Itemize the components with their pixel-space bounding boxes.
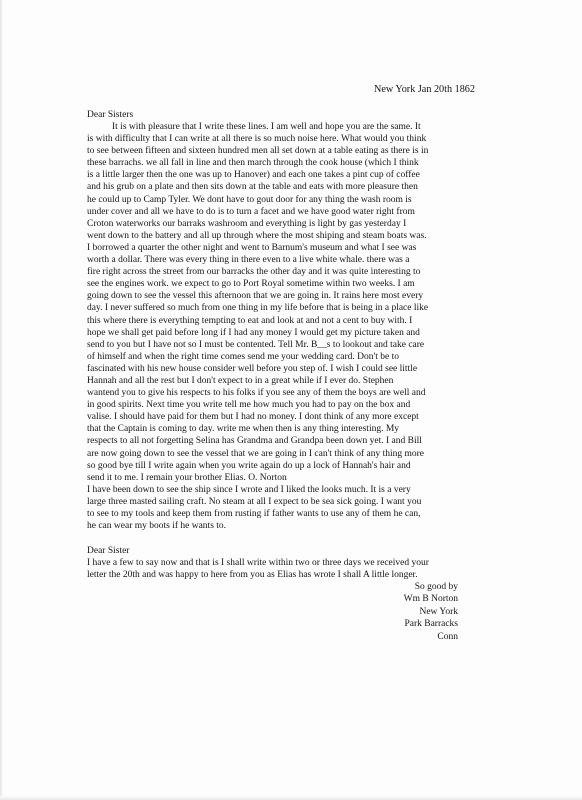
letter-body-line: went down to the battery and all up through where the most shiping and steam boats was. — [87, 230, 427, 241]
letter-body-line: fascinated with his new house consider well before you step of. I wish I could see little — [87, 363, 418, 374]
letter-body-line: he can wear my boots if he wants to. — [87, 521, 227, 532]
letter-body-line: wantend you to give his respects to his folks if you see any of them the boys are well and — [87, 388, 426, 399]
letter-body-line: fire right across the street from our barracks the other day and it was quite interesting to — [87, 267, 421, 278]
letter-body-line: Croton waterworks our barraks washroom and everything is light by gas yesterday I — [87, 218, 407, 229]
letter-body-line: and his grub on a plate and then sits down at the table and eats with more pleasure then — [87, 182, 418, 193]
letter-body-line: is a little larger then the one was up to Hanover) and each one takes a pint cup of coffee — [87, 170, 420, 181]
letter-body-line: that the Captain is coming to day. write me when then is any thing interesting. My — [87, 424, 400, 435]
letter-body-line: I have been down to see the ship since I wrote and I liked the looks much. It is a very — [87, 484, 411, 495]
letter-body-line: these barrachs. we all fall in line and then march through the cook house (which I think — [87, 158, 419, 169]
signoff-line: Conn — [437, 631, 458, 642]
letter-body-line: in good spirits. Next time you write tell me how much you had to pay on the box and — [87, 400, 411, 411]
letter-body-line: he could up to Camp Tyler. We dont have to gout door for any thing the wash room is — [87, 194, 412, 205]
letter-body-line: worth a dollar. There was every thing in there even to a live white whale. there was a — [87, 255, 410, 266]
letter-body-line: large three masted sailing craft. No steam at all I expect to be sea sick going. I want you — [87, 496, 422, 507]
letter-body-line: valise. I should have paid for them but I had no money. I dont think of any more except — [87, 412, 419, 423]
letter-body-line: are now going down to see the vessel that we are going in I can't think of any thing more — [87, 448, 425, 459]
letter-body-line: to see between fifteen and sixteen hundred men all set down at a table eating as there is in — [87, 146, 429, 157]
postscript-signoff — [404, 581, 458, 643]
letter-body-line: to see to my tools and keep them from rusting if father wants to use any of them he can, — [87, 509, 421, 519]
scan-edge-left — [0, 0, 3, 800]
letter-body-line: send to you but I have not so I must be contented. Tell Mr. B__s to lookout and take care — [87, 339, 425, 350]
letter-body-line: day. I never suffered so much from one thing in my life before that is being in a place like — [87, 303, 429, 314]
postscript-body — [87, 557, 499, 581]
scan-edge-bottom — [0, 796, 582, 800]
signoff-line: So good by — [414, 582, 458, 592]
postscript-body-line: I have a few to say now and that is I shall write within two or three days we received your — [87, 558, 429, 568]
letter-body-line: respects to all not forgetting Selina has Grandma and Grandpa been down yet. I and Bill — [87, 436, 422, 447]
letter-body-line: hope we shall get paid before long if I had any money I would get my picture taken and — [87, 327, 420, 338]
postscript-greeting: Dear Sister — [87, 546, 130, 556]
signoff-line: Park Barracks — [404, 619, 458, 630]
letter-body-line: is with difficulty that I can write at all there is so much noise here. What would you think — [87, 134, 427, 145]
letter-body-line: under cover and all we have to do is to turn a facet and we have good water right from — [87, 206, 415, 217]
letter-body-line: this where there is everything tempting to eat and look at and not a cent to buy with. I — [87, 315, 413, 326]
letter-dateline: New York Jan 20th 1862 — [373, 84, 475, 95]
signoff-line: New York — [419, 606, 458, 617]
letter-body-line: Hannah and all the rest but I don't expect to in a great while if I ever do. Stephen — [87, 375, 394, 386]
letter-body-line: going down to see the vessel this afternoon that we are going in. It rains here most every — [87, 291, 424, 302]
letter-body-line: see the engines work. we expect to go to Port Royal sometime within two weeks. I am — [87, 279, 415, 290]
letter-body-line: so good bye till I write again when you write again do up a lock of Hannah's hair and — [87, 460, 411, 471]
signoff-line: Wm B Norton — [403, 594, 458, 605]
letter-body — [87, 121, 499, 532]
letter-body-line: It is with pleasure that I write these lines. I am well and hope you are the same. It — [112, 122, 421, 132]
letter-greeting: Dear Sisters — [87, 110, 134, 120]
letter-body-line: I borrowed a quarter the other night and went to Barnum's museum and what I see was — [87, 242, 417, 253]
postscript-body-line: letter the 20th and was happy to here from you as Elias has wrote I shall A little longer. — [87, 570, 418, 581]
letter-body-line: of himself and when the right time comes send me your wedding card. Don't be to — [87, 351, 399, 362]
letter-body-line: send it to me. I remain your brother Elias. O. Norton — [87, 472, 287, 483]
